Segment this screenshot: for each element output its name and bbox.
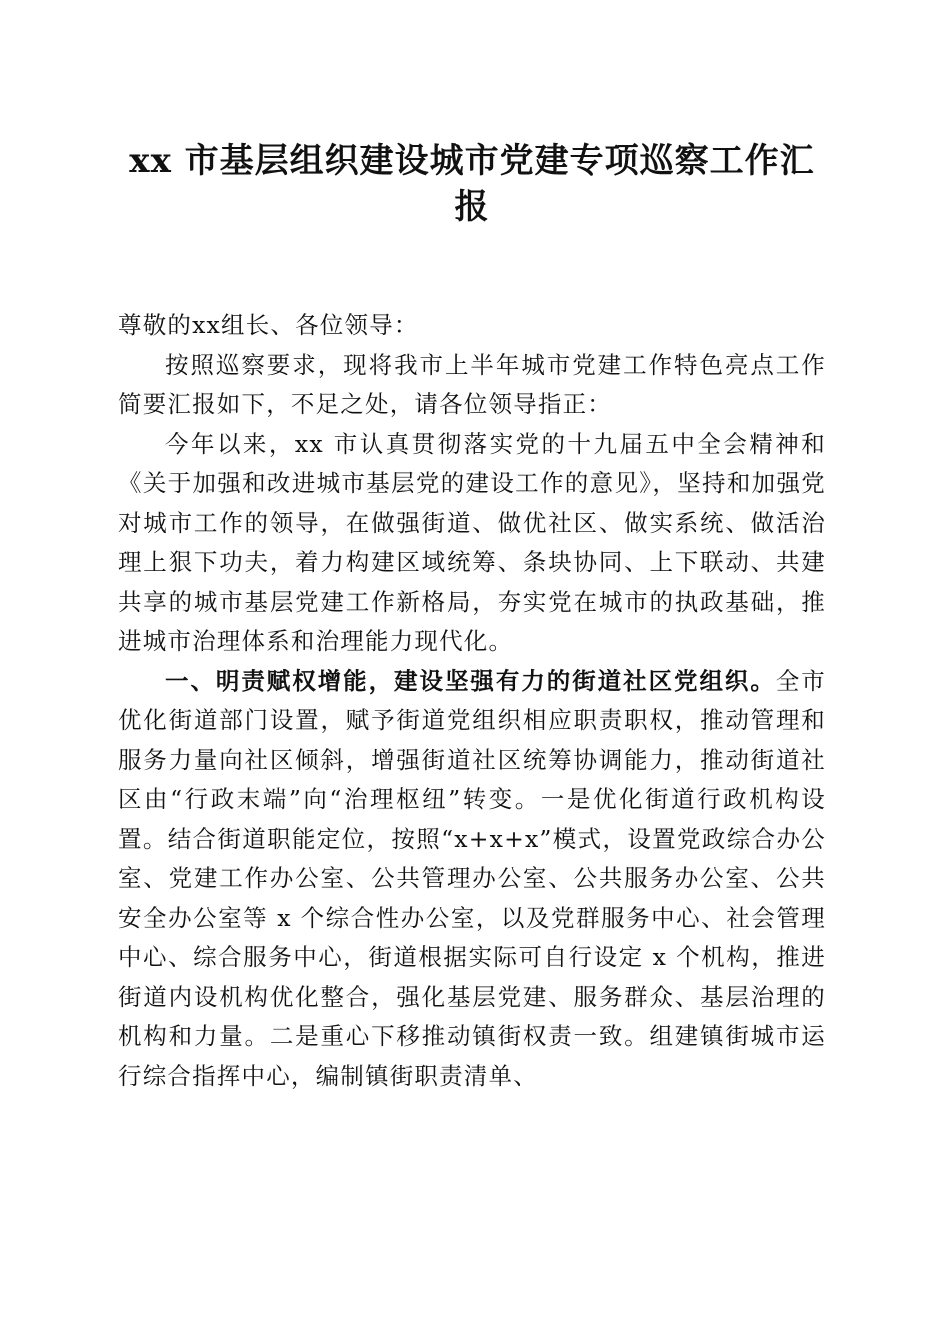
document-page [118,138,826,1096]
paragraph-text: 按照巡察要求，现将我市上半年城市党建工作特色亮点工作简要汇报如下，不足之处，请各位领导指正： [118,350,826,418]
paragraph-background [118,425,826,662]
paragraph-intro [118,346,826,425]
paragraph-text: 全市优化街道部门设置，赋予街道党组织相应职责职权，推动管理和服务力量向社区倾斜，增强街道社区统筹协调能力，推动街道社区由“行政末端”向“治理枢纽”转变。一是优化街道行政机构设置。结合街道职能定位，按照“x+x+x”模式，设置党政综合办公室、党建工作办公室、公共管理办公室、公共服务办公室、公共安全办公室等 x 个综合性办公室，以及党群服务中心、社会管理中心、综合服务中心，街道根据实际可自行设定 x 个机构，推进街道内设机构优化整合，强化基层党建、服务群众、基层治理的机构和力量。二是重心下移推动镇街权责一致。组建镇街城市运行综合指挥中心，编制镇街职责清单、 [118,666,826,1090]
paragraph-text: 今年以来，xx 市认真贯彻落实党的十九届五中全会精神和《关于加强和改进城市基层党的建设工作的意见》，坚持和加强党对城市工作的领导，在做强街道、做优社区、做实系统、做活治理上狠下功夫，着力构建区域统筹、条块协同、上下联动、共建共享的城市基层党建工作新格局，夯实党在城市的执政基础，推进城市治理体系和治理能力现代化。 [118,429,826,655]
document-title: xx 市基层组织建设城市党建专项巡察工作汇报 [129,141,815,227]
salutation: 尊敬的xx组长、各位领导： [118,311,419,339]
section-heading: 一、明责赋权增能，建设坚强有力的街道社区党组织。 [165,666,776,695]
paragraph-section-one [118,662,826,1097]
